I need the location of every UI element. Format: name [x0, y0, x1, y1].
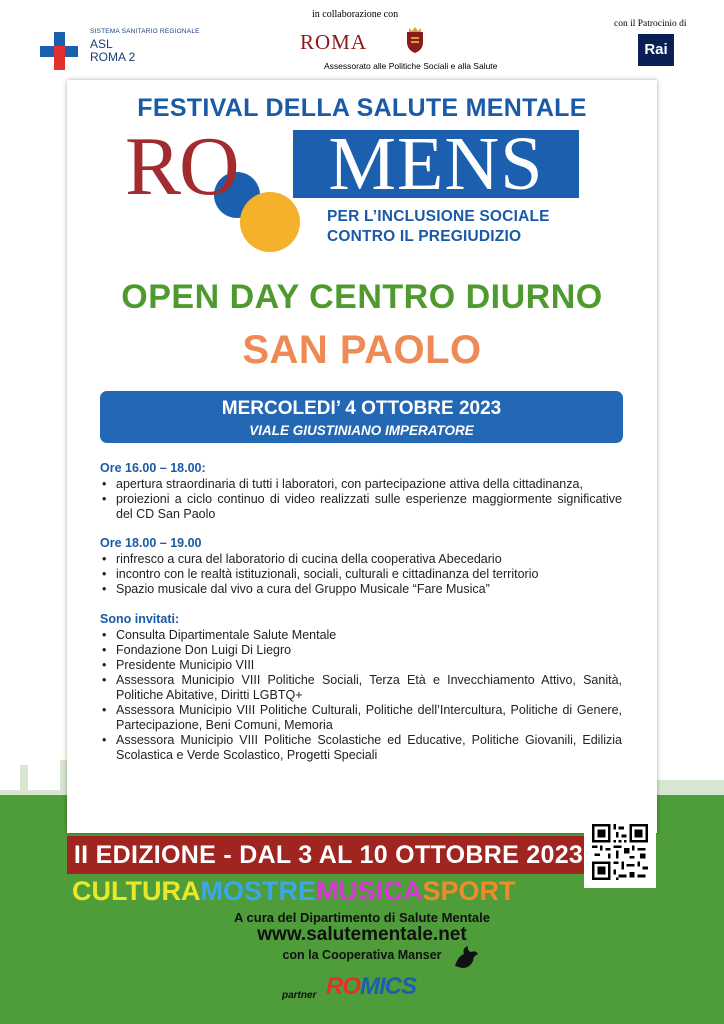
list-item: • Assessora Municipio VIII Politiche Culturali, Politiche dell’Intercultura, Politiche di Genere, Partecipazione, Beni Comuni, Memoria	[100, 703, 622, 733]
asl-subtitle: SISTEMA SANITARIO REGIONALE	[90, 28, 200, 35]
website-link[interactable]: www.salutementale.net	[257, 924, 467, 945]
patronage-label: con il Patrocinio di	[614, 19, 687, 29]
list-item: • apertura straordinaria di tutti i laboratori, con partecipazione attiva della cittadinanza,	[100, 477, 622, 492]
list-item: • Assessora Municipio VIII Politiche Sociali, Terza Età e Invecchiamento Attivo, Sanità, Politiche Abitative, Diritti LGBTQ+	[100, 673, 622, 703]
collaboration-label: in collaborazione con	[312, 9, 399, 20]
edition-banner	[67, 836, 590, 874]
schedule-time: Ore 16.00 – 18.00:	[100, 461, 206, 475]
logo-mens-text: MENS	[328, 122, 544, 206]
list-item: • Assessora Municipio VIII Politiche Scolastiche ed Educative, Politiche Giovanili, Edilizia Scolastica e Verde Scolastico, Progetti Speciali	[100, 733, 622, 763]
partner-label: partner	[282, 990, 317, 1001]
festival-title: FESTIVAL DELLA SALUTE MENTALE	[137, 94, 587, 122]
cooperative-credit: con la Cooperativa Manser	[282, 948, 442, 962]
schedule-time: Ore 18.00 – 19.00	[100, 536, 202, 550]
asl-name: ASL ROMA 2	[90, 37, 136, 64]
romics-logo: ROMICS	[326, 973, 416, 1000]
date-banner	[100, 391, 623, 443]
roma-logo-text: ROMA	[300, 30, 368, 54]
roma-crest-icon	[405, 26, 425, 54]
theme-cultura: CULTURA	[72, 876, 201, 906]
theme-sport: SPORT	[422, 876, 516, 906]
logo-yellow-circle	[240, 192, 300, 252]
invited-block	[100, 612, 622, 763]
theme-mostre: MOSTRE	[200, 876, 316, 906]
rai-logo: Rai	[638, 34, 674, 66]
event-address: VIALE GIUSTINIANO IMPERATORE	[249, 423, 474, 438]
asl-roma2-logo	[40, 28, 220, 72]
logo-ro-text: RO	[125, 120, 238, 213]
list-item: • Fondazione Don Luigi Di Liegro	[100, 643, 622, 658]
tagline-inclusion: PER L’INCLUSIONE SOCIALE	[327, 208, 550, 225]
edition-text: II EDIZIONE - DAL 3 AL 10 OTTOBRE 2023	[73, 841, 584, 869]
list-item: • Spazio musicale dal vivo a cura del Gruppo Musicale “Fare Musica”	[100, 582, 622, 597]
invited-title: Sono invitati:	[100, 612, 180, 626]
list-item: • Presidente Municipio VIII	[100, 658, 622, 673]
event-place: SAN PAOLO	[242, 328, 482, 372]
event-date: MERCOLEDI’ 4 OTTOBRE 2023	[221, 398, 502, 419]
schedule-block-2	[100, 536, 622, 597]
list-item: • proiezioni a ciclo continuo di video realizzati sulle esperienze maggiormente significative del CD San Paolo	[100, 492, 622, 522]
list-item: • rinfresco a cura del laboratorio di cucina della cooperativa Abecedario	[100, 552, 622, 567]
assessorato-label: Assessorato alle Politiche Sociali e alla Salute	[324, 61, 498, 71]
poster-card	[67, 80, 657, 833]
festival-themes	[72, 876, 592, 907]
theme-musica: MUSICA	[316, 876, 423, 906]
schedule-block-1	[100, 461, 622, 522]
list-item: • incontro con le realtà istituzionali, sociali, culturali e cittadinanza del territorio	[100, 567, 622, 582]
asl-cross-icon	[40, 32, 78, 70]
event-title: OPEN DAY CENTRO DIURNO	[121, 278, 603, 316]
list-item: • Consulta Dipartimentale Salute Mentale	[100, 628, 622, 643]
tagline-prejudice: CONTRO IL PREGIUDIZIO	[327, 228, 522, 245]
qr-code[interactable]	[584, 816, 656, 888]
manser-logo-icon	[452, 944, 480, 970]
organizer-credit: A cura del Dipartimento di Salute Mentale	[234, 910, 490, 925]
qr-code-icon	[592, 824, 648, 880]
